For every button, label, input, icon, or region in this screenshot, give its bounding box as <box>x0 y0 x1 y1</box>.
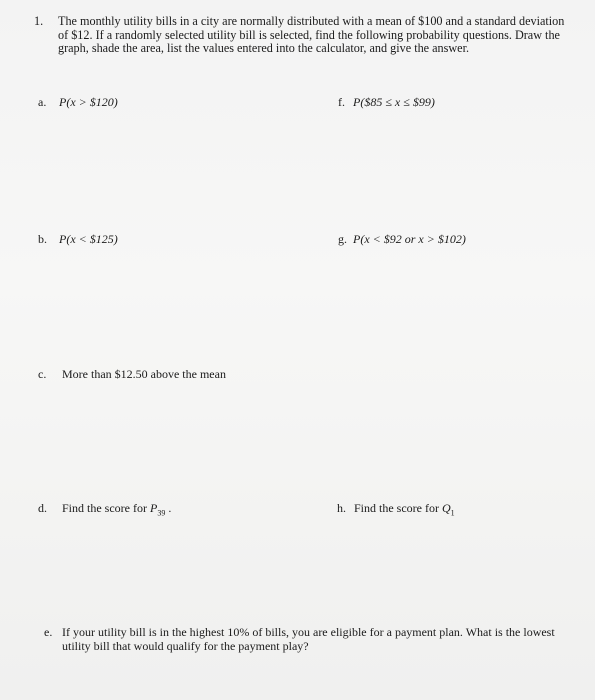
part-c-letter: c. <box>38 367 47 381</box>
part-d-suffix: . <box>165 501 172 515</box>
part-h-text: Find the score for <box>354 501 442 515</box>
part-c-text: More than $12.50 above the mean <box>62 367 226 381</box>
part-c <box>38 367 226 382</box>
part-b-letter: b. <box>38 232 47 246</box>
part-h-letter: h. <box>337 501 346 515</box>
part-a-text: P(x > $120) <box>59 95 118 109</box>
part-e-text: If your utility bill is in the highest 10% of bills, you are eligible for a payment plan. What is the lowest utility bill that would qualify for the payment play? <box>62 625 555 653</box>
question-number: 1. <box>34 14 44 28</box>
part-f-text: P($85 ≤ x ≤ $99) <box>353 95 435 109</box>
part-b <box>38 232 118 247</box>
part-d-letter: d. <box>38 501 47 515</box>
part-a-letter: a. <box>38 95 47 109</box>
question-text: The monthly utility bills in a city are normally distributed with a mean of $100 and a standard deviation of $12. If a randomly selected utility bill is selected, find the following probability questions. Draw the graph, shade the area, list the values entered into the calculator, and give the answer. <box>58 14 565 55</box>
part-g <box>338 232 466 247</box>
part-f <box>338 95 435 110</box>
part-h-symbol: Q <box>441 501 451 515</box>
part-b-text: P(x < $125) <box>59 232 118 246</box>
part-a <box>38 95 118 110</box>
part-h <box>337 501 455 517</box>
part-f-letter: f. <box>338 95 345 109</box>
part-d-symbol: P <box>149 501 158 515</box>
part-d-text: Find the score for <box>62 501 150 515</box>
part-e-letter: e. <box>44 625 53 639</box>
part-d <box>38 501 171 517</box>
part-g-letter: g. <box>338 232 347 246</box>
part-d-subscript: 39 <box>157 508 166 518</box>
part-e <box>44 625 574 653</box>
part-h-subscript: 1 <box>450 508 455 518</box>
part-g-text: P(x < $92 or x > $102) <box>353 232 466 246</box>
